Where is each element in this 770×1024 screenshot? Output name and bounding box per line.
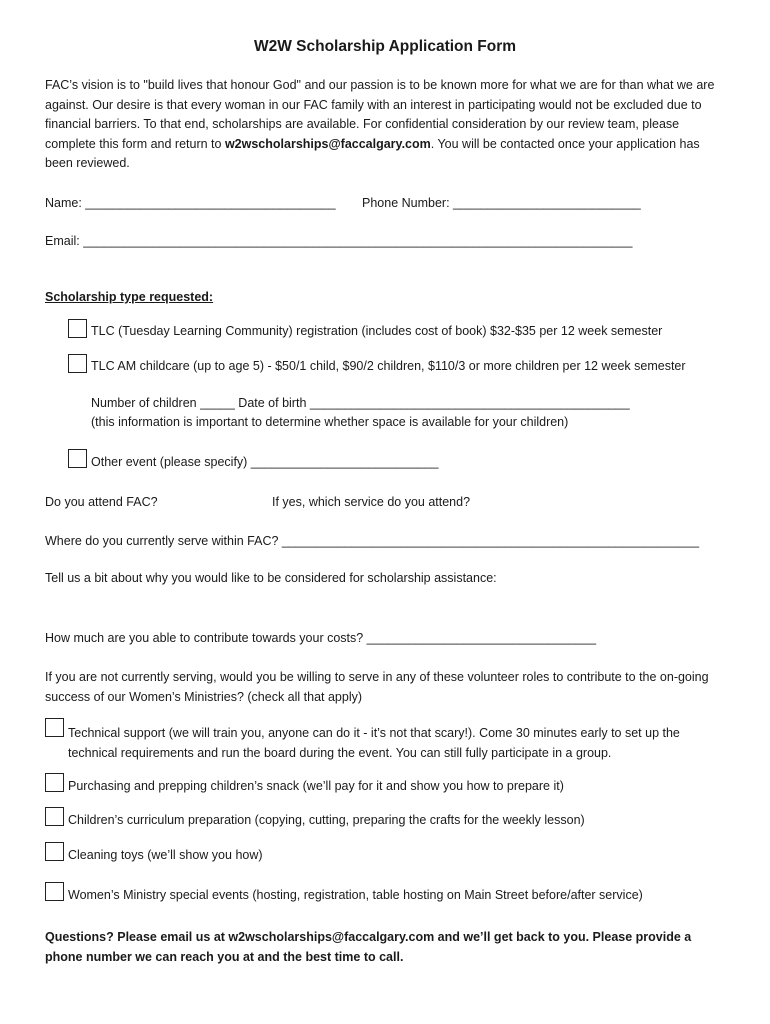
email-field[interactable]: Email: _______________________________________________________________________________ xyxy=(45,234,633,248)
why-question: Tell us a bit about why you would like to be considered for scholarship assistance: xyxy=(45,571,497,585)
tlc-childcare-label: TLC AM childcare (up to age 5) - $50/1 child, $90/2 children, $110/3 or more children per 12 week semester xyxy=(91,359,686,373)
other-event-field[interactable]: Other event (please specify) ___________________________ xyxy=(91,455,439,469)
cleaning-toys-label: Cleaning toys (we’ll show you how) xyxy=(68,848,263,862)
contribute-field[interactable]: How much are you able to contribute towards your costs? _________________________________ xyxy=(45,631,597,645)
attend-fac-question: Do you attend FAC? xyxy=(45,495,158,509)
intro-text: FAC’s vision is to "build lives that honour God" and our passion is to be known more for what we are for than what we are against. Our desire is that every woman in our FAC family with an interest in participating would not be excluded due to financial barriers. To that end, scholarships are available. For confidential consideration by our review team, please complete this form and return to xyxy=(45,78,715,151)
childrens-snack-label: Purchasing and prepping children’s snack (we’ll pay for it and show you how to prepare it) xyxy=(68,779,564,793)
volunteer-intro: If you are not currently serving, would you be willing to serve in any of these volunteer roles to contribute to the on-going success of our Women’s Ministries? (check all that apply) xyxy=(45,670,709,704)
special-events-checkbox[interactable] xyxy=(45,882,64,901)
scholarship-heading: Scholarship type requested: xyxy=(45,290,214,304)
curriculum-prep-label: Children’s curriculum preparation (copying, cutting, preparing the crafts for the weekly lesson) xyxy=(68,813,585,827)
serve-where-field[interactable]: Where do you currently serve within FAC? ____________________________________________________________ xyxy=(45,534,700,548)
other-event-checkbox[interactable] xyxy=(68,449,87,468)
tlc-registration-label: TLC (Tuesday Learning Community) registration (includes cost of book) $32-$35 per 12 week semester xyxy=(91,324,663,338)
technical-support-checkbox[interactable] xyxy=(45,718,64,737)
intro-paragraph xyxy=(45,76,730,174)
special-events-label: Women’s Ministry special events (hosting, registration, table hosting on Main Street before/after service) xyxy=(68,888,643,902)
service-question: If yes, which service do you attend? xyxy=(272,495,471,509)
tlc-registration-checkbox[interactable] xyxy=(68,319,87,338)
name-field[interactable]: Name: ____________________________________ xyxy=(45,196,336,210)
cleaning-toys-checkbox[interactable] xyxy=(45,842,64,861)
childrens-snack-checkbox[interactable] xyxy=(45,773,64,792)
children-info-note: (this information is important to determine whether space is available for your children) xyxy=(91,415,569,429)
page-title: W2W Scholarship Application Form xyxy=(253,38,517,55)
contact-email[interactable]: w2wscholarships@faccalgary.com xyxy=(224,136,431,151)
footer-questions: Questions? Please email us at w2wscholarships@faccalgary.com and we’ll get back to you. Please provide a phone number we can reach you at and the best time to call. xyxy=(45,930,692,964)
curriculum-prep-checkbox[interactable] xyxy=(45,807,64,826)
tlc-childcare-checkbox[interactable] xyxy=(68,354,87,373)
technical-support-label: Technical support (we will train you, anyone can do it - it’s not that scary!). Come 30 minutes early to set up the technical requirements and run the board during the event. You can still fully participate in a group. xyxy=(68,726,680,760)
children-info-field[interactable]: Number of children _____ Date of birth ______________________________________________ xyxy=(91,396,630,410)
intro-text-end: . You will be contacted once your application has been reviewed. xyxy=(45,136,700,171)
phone-field[interactable]: Phone Number: ___________________________ xyxy=(362,196,641,210)
